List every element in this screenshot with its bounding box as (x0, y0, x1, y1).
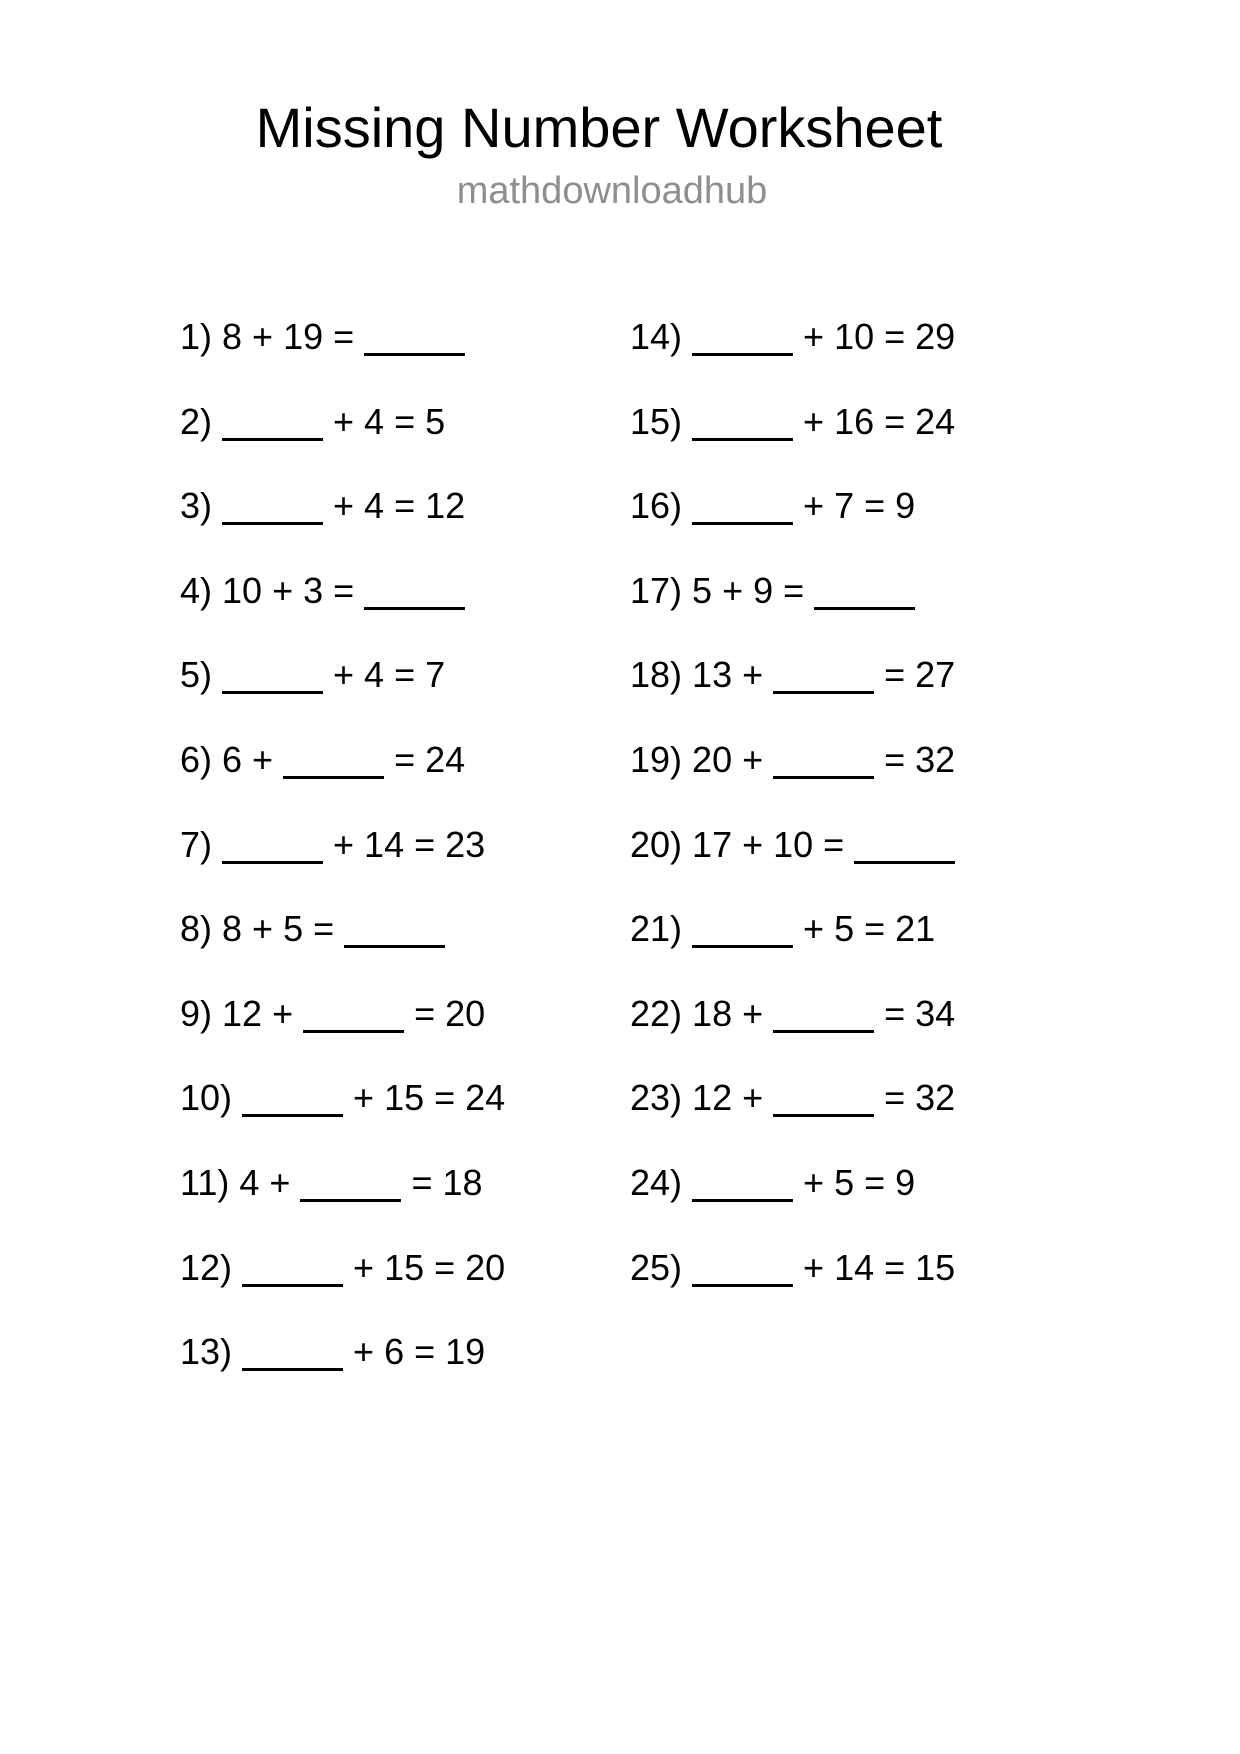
answer-blank (692, 522, 793, 525)
problem-number: 15) (630, 400, 683, 442)
problem-row (180, 1141, 630, 1226)
answer-blank (692, 945, 793, 948)
problem-expression: 20 + = 32 (692, 738, 956, 780)
problem-expression: 6 + = 24 (222, 738, 466, 780)
answer-blank (283, 776, 384, 779)
problem-expression: 12 + = 32 (692, 1077, 956, 1119)
problem-row (630, 972, 1240, 1057)
problem-row (630, 295, 1240, 380)
problem-number: 4) (180, 569, 213, 611)
problem-number: 24) (630, 1161, 683, 1203)
problem-number: 11) (180, 1161, 230, 1203)
problem-expression: + 14 = 15 (692, 1247, 955, 1288)
problem-number: 3) (180, 485, 213, 527)
problem-number: 6) (180, 738, 213, 780)
problem-row (180, 549, 630, 634)
problem-number: 2) (180, 400, 213, 442)
problem-expression: 13 + = 27 (692, 654, 956, 696)
problem-number: 14) (630, 316, 683, 357)
problems-column-left (180, 295, 630, 1395)
problems-column-right (630, 295, 1240, 1310)
answer-blank (854, 861, 955, 864)
problem-expression: + 14 = 23 (222, 824, 485, 865)
problem-row (180, 295, 630, 380)
problem-row (180, 972, 630, 1057)
problem-number: 16) (630, 485, 683, 527)
problem-number: 10) (180, 1077, 233, 1119)
answer-blank (222, 438, 323, 441)
problem-row (630, 1226, 1240, 1311)
problem-expression: 18 + = 34 (692, 992, 956, 1034)
problem-expression: + 15 = 20 (242, 1247, 505, 1288)
answer-blank (692, 438, 793, 441)
problem-expression: + 10 = 29 (692, 316, 955, 357)
problem-number: 17) (630, 569, 683, 611)
answer-blank (222, 861, 323, 864)
problem-row (180, 1310, 630, 1395)
answer-blank (242, 1284, 343, 1287)
page-subtitle: mathdownloadhub (456, 170, 768, 212)
page-title: Missing Number Worksheet (255, 96, 943, 159)
problem-expression: 5 + 9 = (692, 570, 915, 611)
problem-row (180, 887, 630, 972)
problem-row (180, 718, 630, 803)
problems-area (180, 295, 1240, 1395)
problem-row (180, 380, 630, 465)
problem-number: 19) (630, 738, 683, 780)
problem-number: 12) (180, 1246, 233, 1288)
problem-number: 25) (630, 1246, 683, 1288)
problem-row (630, 718, 1240, 803)
problem-row (630, 1141, 1240, 1226)
answer-blank (773, 1114, 874, 1117)
problem-row (180, 1056, 630, 1141)
problem-row (180, 464, 630, 549)
problem-number: 20) (630, 823, 683, 865)
answer-blank (242, 1114, 343, 1117)
answer-blank (222, 522, 323, 525)
problem-expression: + 4 = 5 (222, 401, 445, 442)
answer-blank (692, 1199, 793, 1202)
answer-blank (242, 1368, 343, 1371)
answer-blank (364, 353, 465, 356)
problem-row (630, 549, 1240, 634)
problem-number: 13) (180, 1331, 233, 1373)
problem-expression: 17 + 10 = (692, 824, 955, 865)
problem-number: 22) (630, 992, 683, 1034)
answer-blank (364, 607, 465, 610)
problem-expression: + 7 = 9 (692, 485, 915, 526)
problem-row (630, 1056, 1240, 1141)
problem-row (630, 464, 1240, 549)
problem-row (630, 380, 1240, 465)
problem-expression: + 15 = 24 (242, 1077, 505, 1118)
answer-blank (344, 945, 445, 948)
problem-row (180, 1226, 630, 1311)
problem-number: 7) (180, 823, 213, 865)
problem-row (180, 803, 630, 888)
problem-number: 21) (630, 908, 683, 950)
problem-number: 8) (180, 908, 213, 950)
problem-expression: + 6 = 19 (242, 1331, 485, 1372)
problem-expression: 4 + = 18 (239, 1161, 483, 1203)
problem-expression: 8 + 19 = (222, 316, 465, 357)
answer-blank (773, 1030, 874, 1033)
answer-blank (222, 691, 323, 694)
problem-number: 1) (180, 316, 213, 357)
answer-blank (692, 353, 793, 356)
problem-row (630, 887, 1240, 972)
answer-blank (692, 1284, 793, 1287)
problem-number: 23) (630, 1077, 683, 1119)
problem-expression: 10 + 3 = (222, 570, 465, 611)
problem-number: 9) (180, 992, 213, 1034)
problem-expression: + 5 = 21 (692, 908, 935, 949)
answer-blank (773, 776, 874, 779)
answer-blank (773, 691, 874, 694)
answer-blank (814, 607, 915, 610)
problem-expression: 8 + 5 = (222, 908, 445, 949)
problem-row (630, 633, 1240, 718)
answer-blank (303, 1030, 404, 1033)
problem-expression: + 4 = 7 (222, 654, 445, 695)
problem-row (630, 803, 1240, 888)
problem-row (180, 633, 630, 718)
problem-expression: + 5 = 9 (692, 1162, 915, 1203)
problem-expression: + 16 = 24 (692, 401, 955, 442)
problem-expression: + 4 = 12 (222, 485, 465, 526)
problem-number: 5) (180, 654, 213, 696)
problem-expression: 12 + = 20 (222, 992, 486, 1034)
problem-number: 18) (630, 654, 683, 696)
answer-blank (300, 1199, 401, 1202)
